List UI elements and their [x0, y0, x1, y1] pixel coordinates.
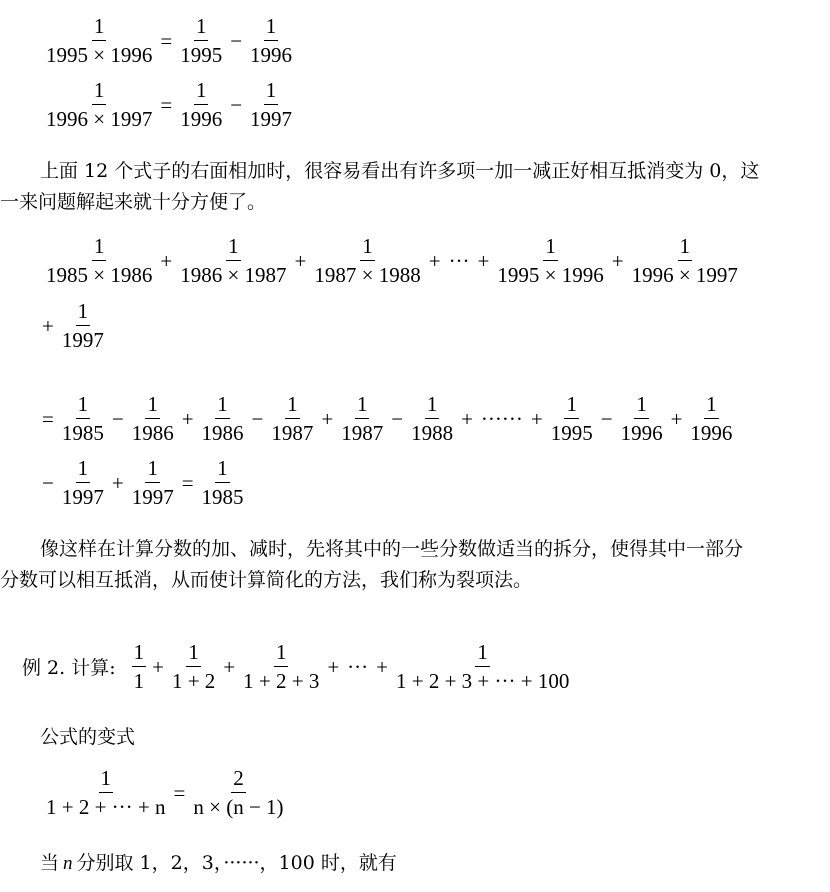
fraction: $\frac{1}{1995 \times 1996}$	[497, 234, 604, 287]
fraction: $\frac{1}{1995}$	[550, 392, 593, 445]
paragraph-1-line-1: 上面 12 个式子的右面相加时，很容易看出有许多项一加一减正好相互抵消变为 0，这	[40, 160, 760, 182]
fraction: $\frac{1}{1987}$	[341, 392, 384, 445]
fraction: $\frac{1}{1986}$	[201, 392, 244, 445]
paragraph-2-line-2: 分数可以相互抵消，从而使计算简化的方法，我们称为裂项法。	[0, 569, 533, 591]
fraction: $\frac{1}{1996}$	[180, 78, 223, 131]
ellipsis: ···	[347, 654, 369, 679]
fraction: $\frac{1}{1 + 2 + 3 + \cdot\cdot\cdot + 100}$	[396, 640, 570, 693]
fraction: $\frac{1}{1985}$	[61, 392, 104, 445]
fraction: $\frac{1}{1987}$	[271, 392, 314, 445]
fraction: $\frac{1}{1 + 2}$	[171, 640, 216, 693]
formula-heading: 公式的变式	[40, 726, 136, 748]
expansion-row-2: − $\frac{1}{1997}$ + $\frac{1}{1997}$ = $\frac{1}{1985}$	[42, 456, 244, 509]
fraction: $\frac{1}{1995 \times 1996}$	[46, 14, 153, 67]
telescoping-sum: $\frac{1}{1985 \times 1986}$ + $\frac{1}{1986 \times 1987}$ + $\frac{1}{1987 \times 1988}$ + ··· + $\frac{1}{1995 \times 1996}$ + $\frac{1}{1996 \times 1997}$	[46, 234, 738, 287]
example-2: 例 2. 计算: $\frac{1}{1}$ + $\frac{1}{1 + 2}$ + $\frac{1}{1 + 2 + 3}$ + ··· + $\frac{1}{1 + 2 + 3 + \cdot\cdot\cdot + 100}$	[22, 640, 570, 693]
fraction: $\frac{1}{1996}$	[690, 392, 733, 445]
fraction: $\frac{1}{1986}$	[131, 392, 174, 445]
telescoping-sum-tail: + $\frac{1}{1997}$	[42, 299, 104, 352]
formula-variant: $\frac{1}{1 + 2 + \cdot\cdot\cdot + n}$ = $\frac{2}{n \times (n - 1)}$	[46, 766, 284, 819]
fraction: $\frac{1}{1996}$	[620, 392, 663, 445]
last-line: 当 n 分别取 1，2，3，······，100 时，就有	[40, 852, 397, 874]
fraction: $\frac{1}{1985}$	[201, 456, 244, 509]
fraction: $\frac{1}{1996 \times 1997}$	[46, 78, 153, 131]
fraction: $\frac{1}{1997}$	[61, 456, 104, 509]
fraction: $\frac{1}{1 + 2 + 3}$	[243, 640, 320, 693]
equation-1995-1996: $\frac{1}{1995 \times 1996}$ = $\frac{1}{1995}$ − $\frac{1}{1996}$	[46, 14, 293, 67]
fraction: $\frac{1}{1996 \times 1997}$	[631, 234, 738, 287]
fraction: $\frac{1}{1 + 2 + \cdot\cdot\cdot + n}$	[46, 766, 166, 819]
paragraph-1-line-2: 一来问题解起来就十分方便了。	[0, 191, 267, 213]
fraction: $\frac{1}{1987 \times 1988}$	[314, 234, 421, 287]
fraction: $\frac{1}{1985 \times 1986}$	[46, 234, 153, 287]
paragraph-2-line-1: 像这样在计算分数的加、减时，先将其中的一些分数做适当的拆分，使得其中一部分	[40, 538, 744, 560]
fraction: $\frac{1}{1997}$	[131, 456, 174, 509]
ellipsis: ······	[480, 406, 523, 431]
fraction: $\frac{1}{1}$	[133, 640, 145, 693]
example-label: 例 2. 计算:	[22, 657, 116, 679]
equation-1996-1997: $\frac{1}{1996 \times 1997}$ = $\frac{1}{1996}$ − $\frac{1}{1997}$	[46, 78, 293, 131]
fraction: $\frac{1}{1986 \times 1987}$	[180, 234, 287, 287]
fraction: $\frac{2}{n \times (n - 1)}$	[193, 766, 284, 819]
fraction: $\frac{1}{1996}$	[250, 14, 293, 67]
fraction: $\frac{1}{1995}$	[180, 14, 223, 67]
fraction: $\frac{1}{1988}$	[411, 392, 454, 445]
fraction: $\frac{1}{1997}$	[250, 78, 293, 131]
ellipsis: ···	[448, 248, 470, 273]
expansion-row-1: = $\frac{1}{1985}$ − $\frac{1}{1986}$ + $\frac{1}{1986}$ − $\frac{1}{1987}$ + $\frac{1}{1987}$ − $\frac{1}{1988}$ + ······ + $\frac{1}{1995}$ − $\frac{1}{1996}$ + $\frac{1}{1996}$	[42, 392, 733, 445]
fraction: $\frac{1}{1997}$	[61, 299, 104, 352]
